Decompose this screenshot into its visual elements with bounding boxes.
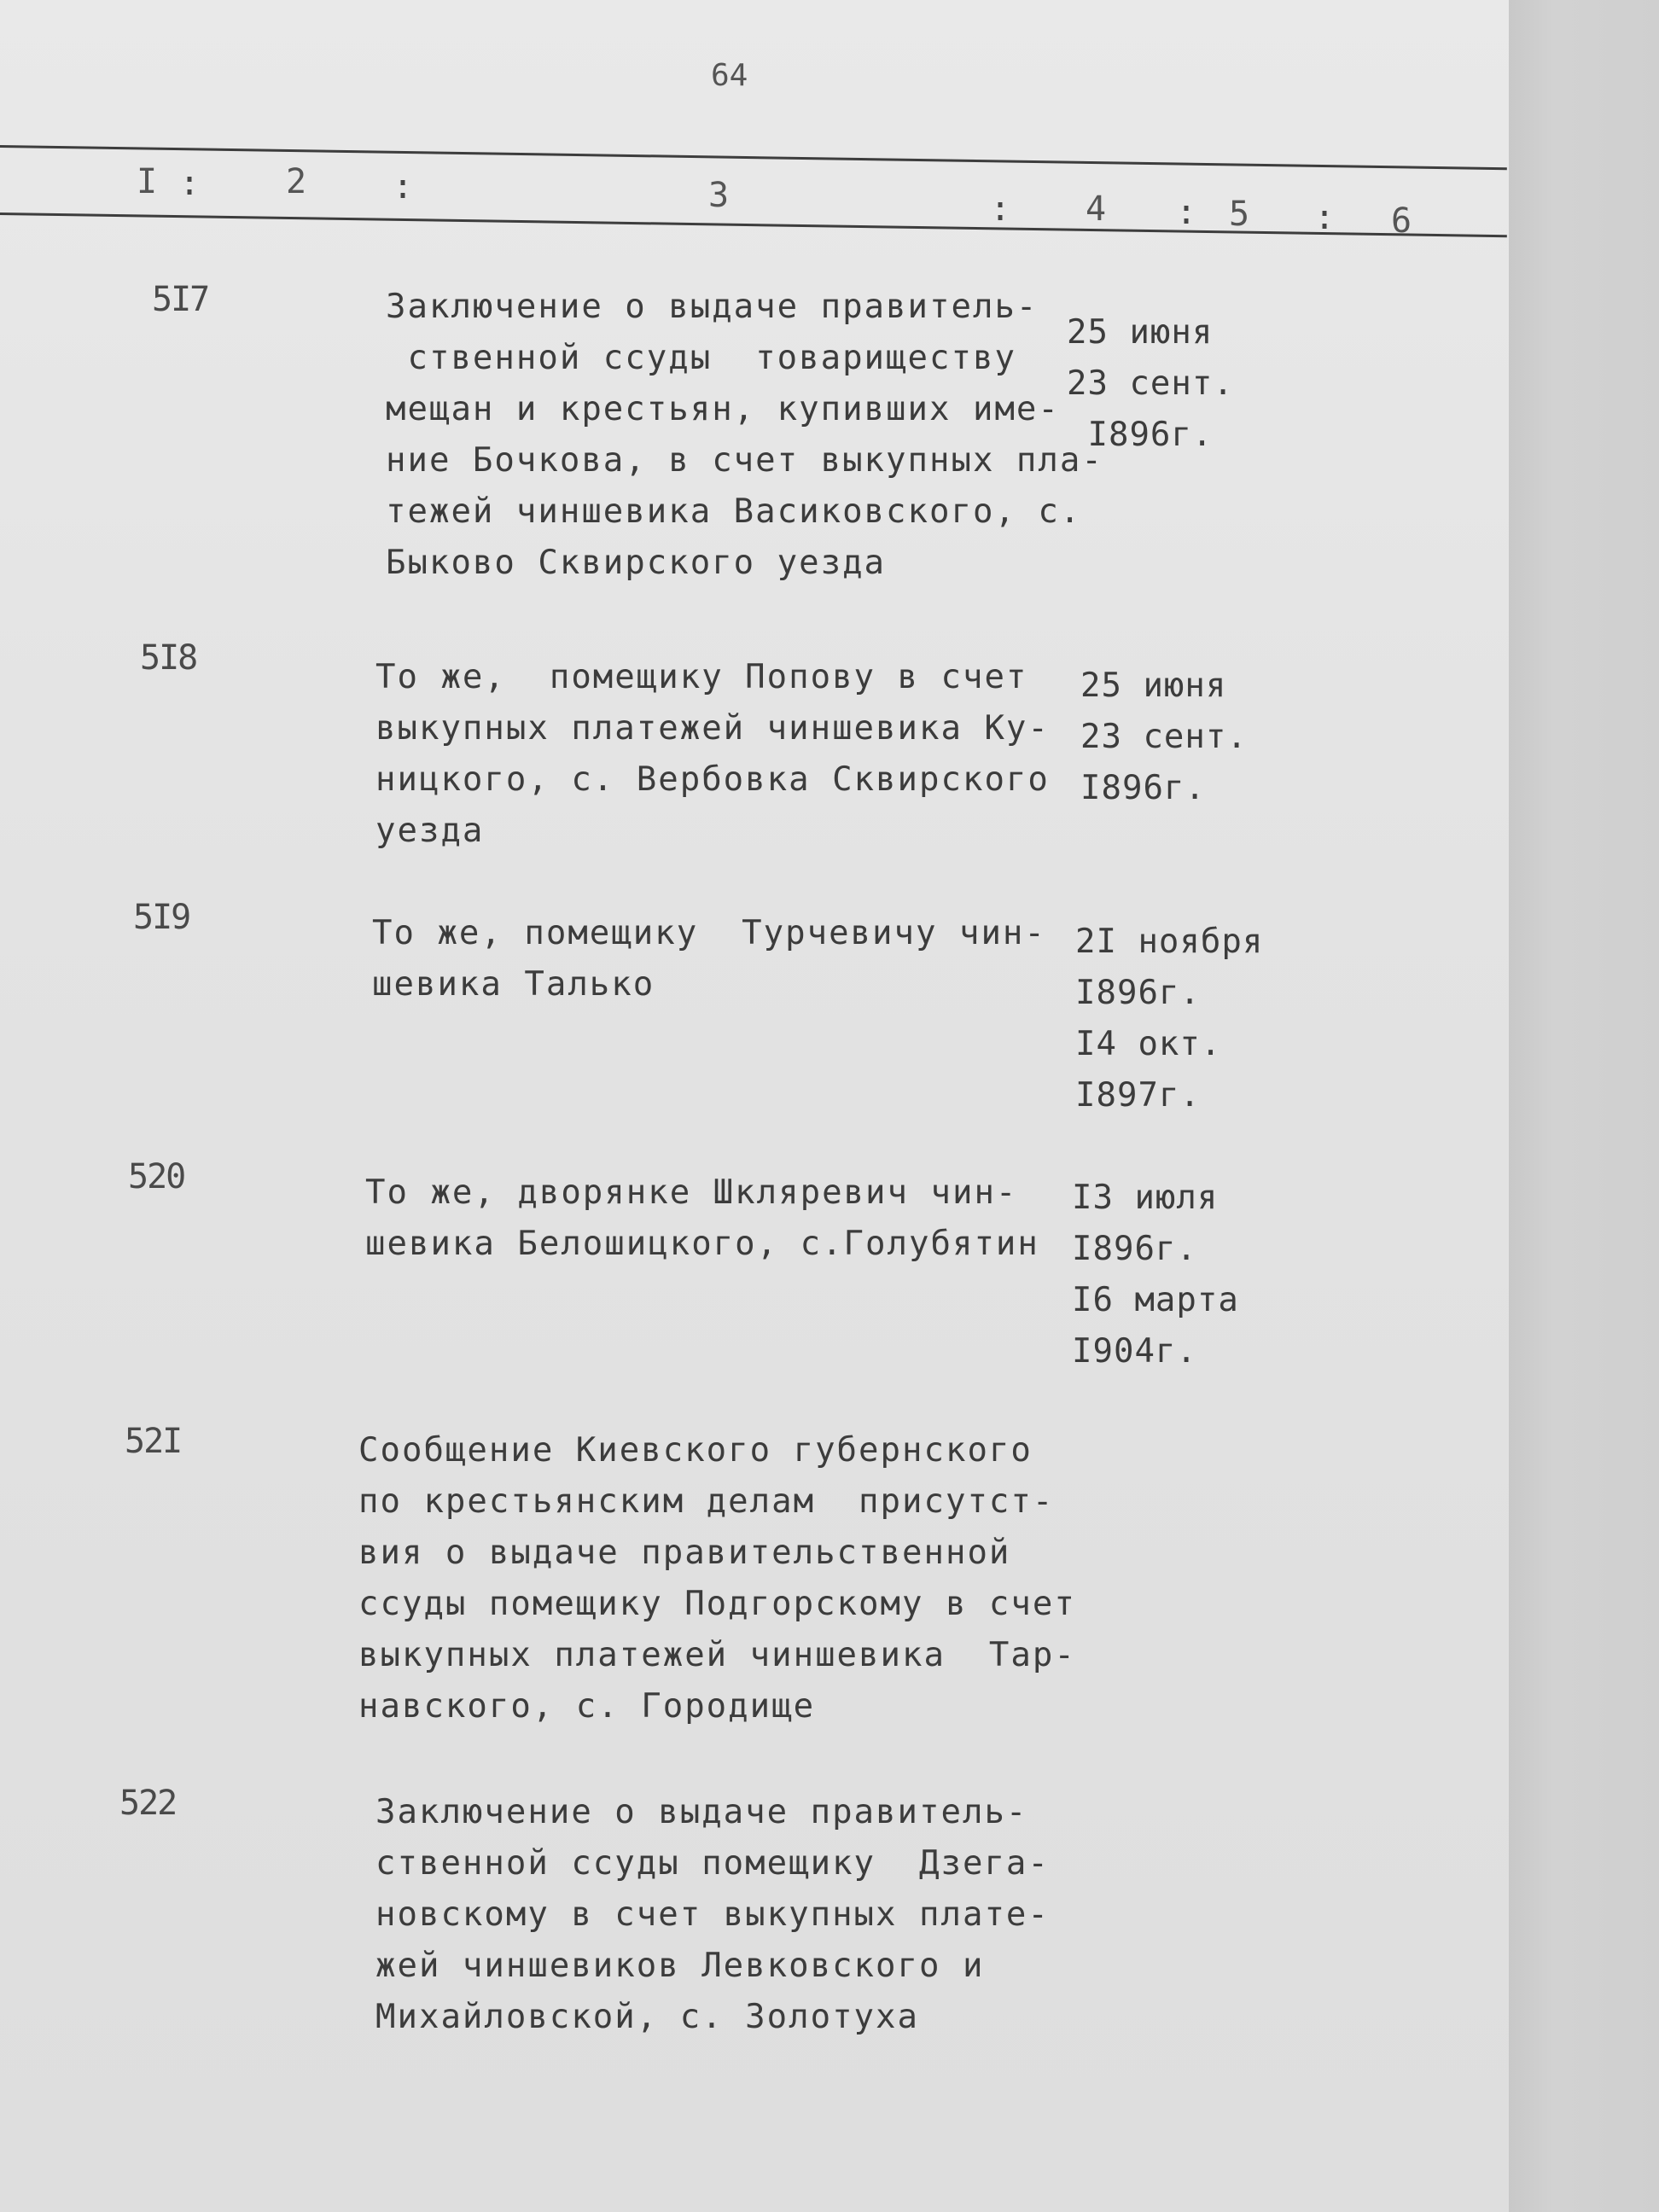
description-line: Заключение о выдаче правитель- [386,288,1039,326]
entry-dates [1080,661,1248,814]
entry-description [365,1167,1039,1270]
date-line: 2I ноября [1075,923,1264,961]
date-line: I897г. [1075,1076,1201,1115]
description-line: вия о выдаче правительственной [358,1534,1011,1572]
description-line: То же, помещику Попову в счет [375,658,1028,696]
description-line: ние Бочкова, в счет выкупных пла- [386,441,1103,480]
column-header-2: 2 [286,162,307,201]
date-line: I6 марта [1072,1281,1239,1319]
entry-number: 520 [128,1157,185,1196]
description-line: ницкого, с. Вербовка Сквирского [375,760,1050,799]
entry-number: 52I [125,1422,182,1461]
date-line: I4 окт. [1075,1025,1222,1063]
column-separator: : [179,164,201,203]
page-number: 64 [711,58,748,93]
entry-description [386,282,1103,589]
description-line: Быково Сквирского уезда [386,544,887,582]
date-line: I896г. [1075,974,1201,1012]
entry-number: 5I8 [140,638,197,678]
description-line: ственной ссуды товариществу [386,339,1016,377]
column-header-3: 3 [708,176,730,215]
entry-dates [1067,307,1234,461]
entry-dates [1072,1173,1239,1377]
scan-background [1509,0,1659,2212]
entry-description [358,1425,1076,1732]
column-separator: : [990,189,1011,229]
date-line: I896г. [1072,1230,1197,1268]
date-line: 25 июня [1080,667,1227,705]
date-line: 23 сент. [1067,364,1234,403]
description-line: уезда [375,812,485,850]
entry-description [372,908,1046,1010]
description-line: навского, с. Городище [358,1687,816,1726]
column-header-5: 5 [1229,195,1250,234]
description-line: мещан и крестьян, купивших име- [386,390,1060,428]
description-line: ссуды помещику Подгорскому в счет [358,1585,1076,1623]
description-line: Заключение о выдаче правитель- [375,1793,1028,1831]
date-line: I896г. [1080,769,1206,807]
entry-description [375,652,1050,857]
description-line: выкупных платежей чиншевика Ку- [375,709,1050,748]
date-line: 23 сент. [1080,718,1248,756]
description-line: новскому в счет выкупных плате- [375,1895,1050,1934]
column-separator: : [1314,198,1336,237]
description-line: То же, помещику Турчевичу чин- [372,914,1046,952]
entry-dates [1075,917,1263,1121]
description-line: ственной ссуды помещику Дзега- [375,1844,1050,1883]
description-line: Михайловской, с. Золотуха [375,1998,919,2036]
date-line: I904г. [1072,1332,1197,1371]
column-header-6: 6 [1391,201,1412,241]
entry-number: 522 [119,1784,177,1823]
description-line: Сообщение Киевского губернского [358,1431,1033,1470]
description-line: тежей чиншевика Васиковского, с. [386,492,1082,531]
description-line: шевика Белошицкого, с.Голубятин [365,1225,1039,1263]
date-line: 25 июня [1067,313,1214,352]
column-header-1: I [137,162,158,201]
column-header-4: 4 [1086,189,1107,229]
date-line: I896г. [1067,416,1214,454]
description-line: по крестьянским делам присутст- [358,1482,1055,1521]
entry-description [375,1787,1050,2043]
entry-number: 5I9 [133,898,190,937]
column-separator: : [1176,193,1197,232]
description-line: выкупных платежей чиншевика Тар- [358,1636,1076,1674]
column-separator: : [393,167,414,207]
date-line: I3 июля [1072,1179,1219,1217]
entry-number: 5I7 [152,280,209,319]
description-line: шевика Талько [372,965,655,1004]
description-line: жей чиншевиков Левковского и [375,1947,985,1985]
description-line: То же, дворянке Шкляревич чин- [365,1173,1018,1212]
